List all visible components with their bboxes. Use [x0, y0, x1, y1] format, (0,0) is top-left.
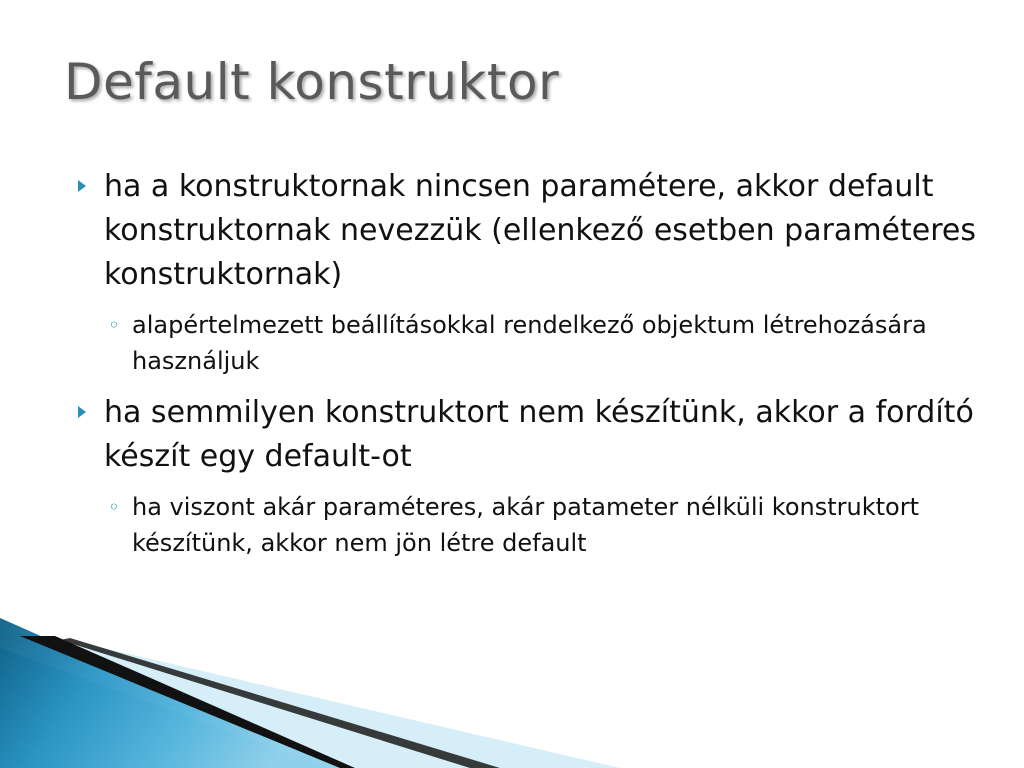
bullet-text: ha semmilyen konstruktort nem készítünk, akkor a fordító készít egy default-ot — [104, 395, 974, 474]
bullet-text: ha viszont akár paraméteres, akár patameter nélküli konstruktort készítünk, akkor nem jön létre default — [132, 493, 919, 557]
bullet-level2 — [70, 489, 980, 561]
bullet-text: alapértelmezett beállításokkal rendelkező objektum létrehozására használjuk — [132, 311, 927, 375]
slide-content — [70, 165, 980, 573]
bullet-text: ha a konstruktornak nincsen paramétere, akkor default konstruktornak nevezzük (ellenkező esetben paraméteres konstruktornak) — [104, 169, 976, 292]
bullet-level1 — [70, 165, 980, 297]
slide-title: Default konstruktor — [64, 53, 560, 111]
bullet-level1 — [70, 391, 980, 479]
decorative-wave — [0, 618, 1024, 768]
open-circle-icon: ◦ — [108, 495, 120, 519]
triangle-right-icon — [78, 406, 86, 418]
triangle-right-icon — [78, 180, 86, 192]
open-circle-icon: ◦ — [108, 313, 120, 337]
bullet-level2 — [70, 307, 980, 379]
